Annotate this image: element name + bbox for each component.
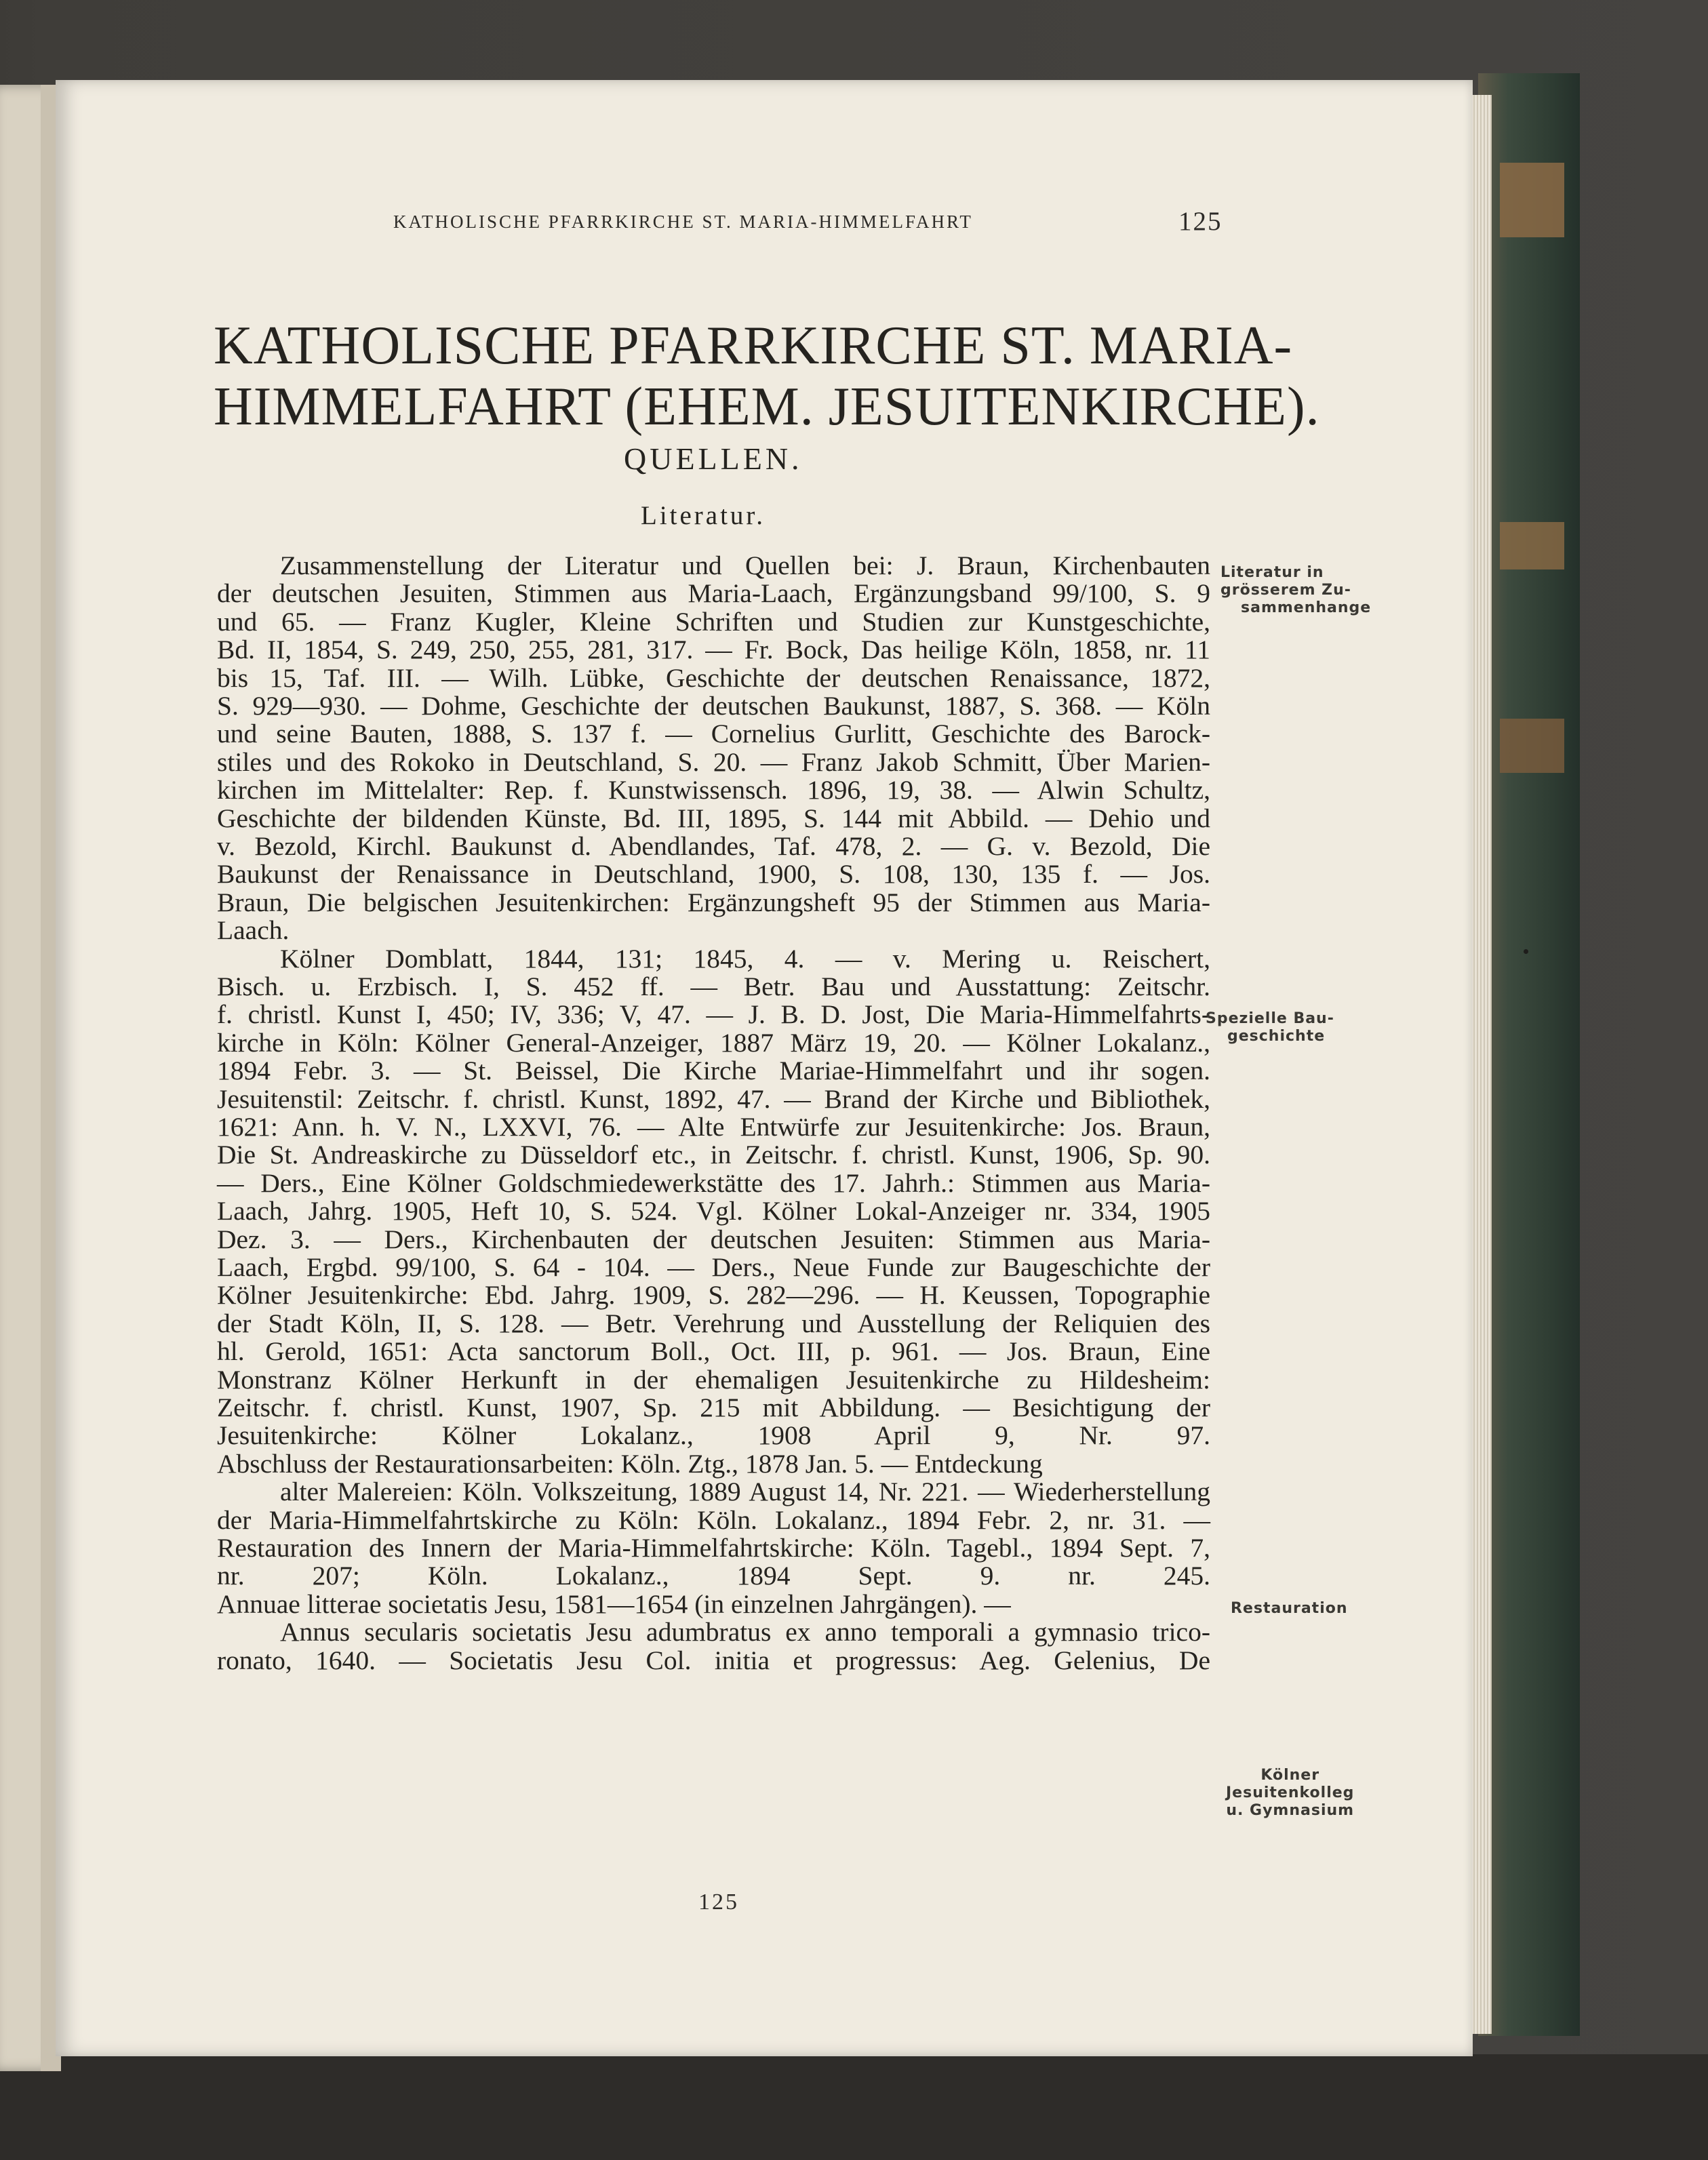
text-line: und seine Bauten, 1888, S. 137 f. — Cornelius Gurlitt, Geschichte des Barock- xyxy=(217,719,1210,749)
marginal-note-line: Kölner xyxy=(1260,1767,1320,1784)
text-line: Baukunst der Renaissance in Deutschland, 1900, S. 108, 130, 135 f. — Jos. xyxy=(217,859,1210,889)
marginal-note-line: Spezielle Bau- xyxy=(1206,1010,1334,1027)
section-heading: QUELLEN. xyxy=(624,441,803,476)
subheading: Literatur. xyxy=(641,501,766,530)
marginal-note-line: grösserem Zu- xyxy=(1220,582,1351,599)
text-line: Dez. 3. — Ders., Kirchenbauten der deutschen Jesuiten: Stimmen aus Maria- xyxy=(217,1224,1210,1254)
text-line: stiles und des Rokoko in Deutschland, S. 20. — Franz Jakob Schmitt, Über Marien- xyxy=(217,746,1210,777)
marginal-note-kolleg xyxy=(1226,1767,1354,1820)
marginal-note-restauration xyxy=(1231,1600,1348,1618)
text-line: nr. 207; Köln. Lokalanz., 1894 Sept. 9. nr. 245. xyxy=(217,1561,1210,1591)
marginal-note-line: geschichte xyxy=(1227,1028,1326,1045)
text-line: v. Bezold, Kirchl. Baukunst d. Abendlandes, Taf. 478, 2. — G. v. Bezold, Die xyxy=(217,831,1210,861)
marginal-note-line: Restauration xyxy=(1231,1600,1348,1617)
text-line: der Stadt Köln, II, S. 128. — Betr. Verehrung und Ausstellung der Reliquien des xyxy=(217,1308,1210,1338)
text-line: bis 15, Taf. III. — Wilh. Lübke, Geschichte der deutschen Renaissance, 1872, xyxy=(217,662,1210,693)
cover-leather-patch xyxy=(1500,522,1564,569)
text-line: Braun, Die belgischen Jesuitenkirchen: Ergänzungsheft 95 der Stimmen aus Maria- xyxy=(217,887,1210,917)
marginal-note-literatur xyxy=(1220,564,1371,617)
text-line: kirchen im Mittelalter: Rep. f. Kunstwissensch. 1896, 19, 38. — Alwin Schultz, xyxy=(217,775,1210,805)
marginal-note-line: Literatur in xyxy=(1220,564,1324,581)
text-line: Annuae litterae societatis Jesu, 1581—1654 (in einzelnen Jahrgängen). — xyxy=(217,1588,1011,1619)
text-line: Zeitschr. f. christl. Kunst, 1907, Sp. 215 mit Abbildung. — Besichtigung der xyxy=(217,1393,1210,1422)
speck xyxy=(1524,949,1528,954)
text-line: Zusammenstellung der Literatur und Quellen bei: J. Braun, Kirchenbauten xyxy=(280,551,1210,580)
book-cover xyxy=(1478,73,1580,2036)
text-line: ronato, 1640. — Societatis Jesu Col. initia et progressus: Aeg. Gelenius, De xyxy=(217,1645,1210,1675)
title-line-1: KATHOLISCHE PFARRKIRCHE ST. MARIA- xyxy=(214,316,1293,376)
text-line: Restauration des Innern der Maria-Himmelfahrtskirche: Köln. Tagebl., 1894 Sept. 7, xyxy=(217,1533,1210,1563)
text-line: hl. Gerold, 1651: Acta sanctorum Boll., Oct. III, p. 961. — Jos. Braun, Eine xyxy=(217,1336,1210,1367)
text-line: kirche in Köln: Kölner General-Anzeiger, 1887 März 19, 20. — Kölner Lokalanz., xyxy=(217,1027,1210,1058)
text-line: Kölner Jesuitenkirche: Ebd. Jahrg. 1909, S. 282—296. — H. Keussen, Topographie xyxy=(217,1280,1210,1311)
text-line: der deutschen Jesuiten, Stimmen aus Maria-Laach, Ergänzungsband 99/100, S. 9 xyxy=(217,578,1210,609)
text-line: Monstranz Kölner Herkunft in der ehemaligen Jesuitenkirche zu Hildesheim: xyxy=(217,1364,1210,1395)
text-line: Jesuitenkirche: Kölner Lokalanz., 1908 April 9, Nr. 97. xyxy=(217,1420,1210,1451)
page-number-bottom: 125 xyxy=(698,1889,739,1915)
text-line: — Ders., Eine Kölner Goldschmiedewerkstätte des 17. Jahrh.: Stimmen aus Maria- xyxy=(217,1167,1210,1198)
text-line: 1894 Febr. 3. — St. Beissel, Die Kirche Mariae-Himmelfahrt und ihr sogen. xyxy=(217,1056,1210,1086)
text-line: Laach, Jahrg. 1905, Heft 10, S. 524. Vgl. Kölner Lokal-Anzeiger nr. 334, 1905 xyxy=(217,1196,1210,1226)
text-line: S. 929—930. — Dohme, Geschichte der deutschen Baukunst, 1887, S. 368. — Köln xyxy=(217,691,1210,721)
text-line: und 65. — Franz Kugler, Kleine Schriften und Studien zur Kunstgeschichte, xyxy=(217,606,1210,637)
text-line: Annus secularis societatis Jesu adumbratus ex anno temporali a gymnasio trico- xyxy=(280,1617,1210,1647)
text-line: Die St. Andreaskirche zu Düsseldorf etc., in Zeitschr. f. christl. Kunst, 1906, Sp. 90. xyxy=(217,1140,1210,1170)
text-line: Bd. II, 1854, S. 249, 250, 255, 281, 317. — Fr. Bock, Das heilige Köln, 1858, nr. 11 xyxy=(217,635,1210,665)
text-line: Abschluss der Restaurationsarbeiten: Köln. Ztg., 1878 Jan. 5. — Entdeckung xyxy=(217,1448,1043,1479)
page-number-top: 125 xyxy=(1178,207,1223,236)
marginal-note-baugeschichte xyxy=(1206,1010,1334,1045)
text-line: Jesuitenstil: Zeitschr. f. christl. Kunst, 1892, 47. — Brand der Kirche und Bibliothek, xyxy=(217,1083,1210,1114)
text-line: Laach, Ergbd. 99/100, S. 64 - 104. — Ders., Neue Funde zur Baugeschichte der xyxy=(217,1252,1210,1282)
text-line: Geschichte der bildenden Künste, Bd. III, 1895, S. 144 mit Abbild. — Dehio und xyxy=(217,803,1210,833)
marginal-note-line: sammenhange xyxy=(1241,599,1372,616)
text-line: Bisch. u. Erzbisch. I, S. 452 ff. — Betr. Bau und Ausstattung: Zeitschr. xyxy=(217,972,1210,1001)
text-line: der Maria-Himmelfahrtskirche zu Köln: Köln. Lokalanz., 1894 Febr. 2, nr. 31. — xyxy=(217,1504,1210,1535)
text-line: alter Malereien: Köln. Volkszeitung, 1889 August 14, Nr. 221. — Wiederherstellung xyxy=(280,1477,1210,1507)
text-line: Kölner Domblatt, 1844, 131; 1845, 4. — v. Mering u. Reischert, xyxy=(280,943,1210,974)
cover-leather-patch xyxy=(1500,163,1564,237)
marginal-note-line: u. Gymnasium xyxy=(1226,1802,1355,1819)
cover-leather-patch xyxy=(1500,719,1564,773)
title-line-2: HIMMELFAHRT (EHEM. JESUITENKIRCHE). xyxy=(214,377,1320,437)
text-line: 1621: Ann. h. V. N., LXXVI, 76. — Alte Entwürfe zur Jesuitenkirche: Jos. Braun, xyxy=(217,1112,1210,1142)
text-line: Laach. xyxy=(217,915,290,946)
running-head: KATHOLISCHE PFARRKIRCHE ST. MARIA-HIMMELFAHRT xyxy=(393,212,973,232)
text-line: f. christl. Kunst I, 450; IV, 336; V, 47. — J. B. D. Jost, Die Maria-Himmelfahrts- xyxy=(217,999,1210,1030)
marginal-note-line: Jesuitenkolleg xyxy=(1226,1784,1355,1801)
scanner-bed xyxy=(0,2054,1708,2160)
